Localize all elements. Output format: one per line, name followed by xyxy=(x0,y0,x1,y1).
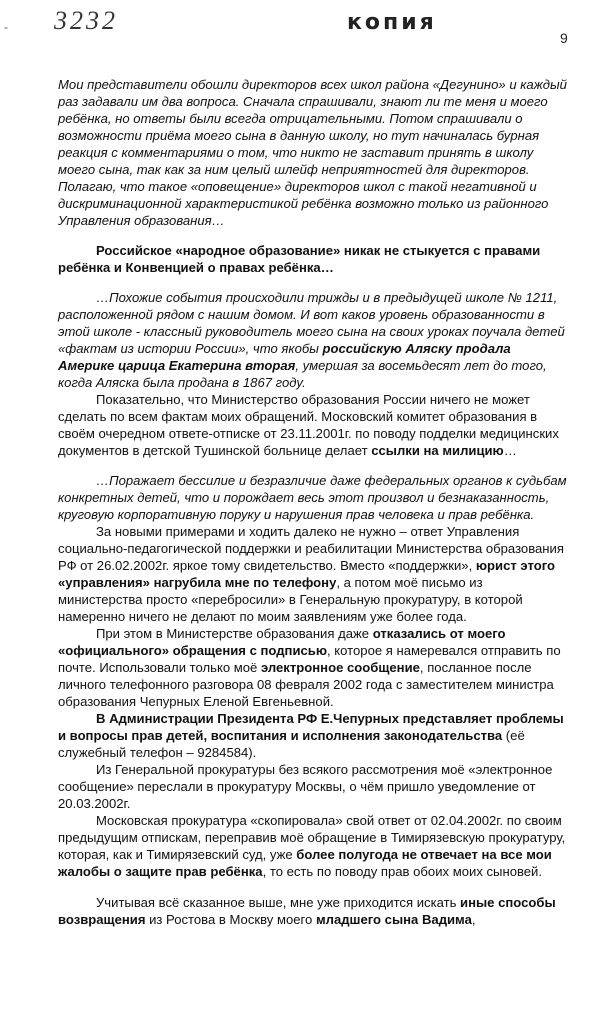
text-run: , посланное после личного телефонного разговора 08 февраля 2002 года с заместителем министра образования Чепурных Еленой Евгеньевной. xyxy=(58,660,554,709)
paragraph xyxy=(58,289,570,391)
text-run: Мои представители обошли директоров всех школ района «Дегунино» и каждый раз задавали им два вопроса. Сначала спрашивали, знают ли те меня и моего ребёнка, но ответы были всегда отрицательными. Потом спрашивали о возможности приёма моего сына в данную школу, но тут начиналась бурная реакция с комментариями о том, что никто не заставит принять в школу моего сына, так как за ним целый шлейф неприятностей для директоров. Полагаю, что такое «оповещение» директоров школ с такой негативной и дискриминационной характеристикой ребёнка возможно только из районного Управления образования… xyxy=(58,77,567,228)
bold-text-run: российскую Аляску продала Америке царица Екатерина вторая xyxy=(58,341,511,373)
text-run: Московская прокуратура «скопировала» свой ответ от 02.04.2002г. по своим предыдущим отпискам, переправив моё обращение в Тимирязевскую прокуратуру, которая, как и Тимирязевский суд, уже xyxy=(58,813,566,862)
text-run: Российское «народное образование» никак не стыкуется с правами ребёнка и Конвенцией о правах ребёнка… xyxy=(58,243,541,275)
text-run: …Поражает бессилие и безразличие даже федеральных органов к судьбам конкретных детей, что и порождает весь этот произвол и безнаказанность, круговую корпоративную поруку и нарушения прав человека и прав ребёнка. xyxy=(58,473,567,522)
paragraph xyxy=(58,391,570,459)
text-run: из Ростова в Москву моего xyxy=(145,912,316,927)
text-run: … xyxy=(503,443,517,458)
text-run: Показательно, что Министерство образования России ничего не может сделать по всем фактам моих обращений. Московский комитет образования в своём очередном ответе-отписке от 23.11.2001г. по поводу подделки медицинских документов в детской Тушинской больнице делает xyxy=(58,392,559,458)
text-run: Учитывая всё сказанное выше, мне уже приходится искать xyxy=(95,895,461,910)
paragraph xyxy=(58,812,570,880)
paragraph xyxy=(58,242,570,276)
bold-text-run: В Администрации Президента РФ Е.Чепурных представляет проблемы и вопросы прав детей, воспитания и исполнения законодательства xyxy=(58,711,564,743)
paragraph-gap xyxy=(58,229,570,242)
text-run: , умершая за восемьдесят лет до того, когда Аляска была продана в 1867 году. xyxy=(58,358,547,390)
paragraph xyxy=(58,523,570,625)
text-run: , xyxy=(471,912,476,927)
paragraph xyxy=(58,894,570,928)
text-run: Из Генеральной прокуратуры без всякого рассмотрения моё «электронное сообщение» переслали в прокуратуру Москвы, о чём пришло уведомление от 20.03.2002г. xyxy=(58,762,553,811)
text-run: , которое я намеревался отправить по почте. Использовали только моё xyxy=(58,643,561,675)
text-run: , а потом моё письмо из министерства просто «перебросили» в Генеральную прокуратуру, в которой намеренно ничего не делают по моим заявлениям уже более года. xyxy=(58,575,523,624)
bold-text-run: иные способы возвращения xyxy=(58,895,556,927)
paragraph xyxy=(58,761,570,812)
paragraph xyxy=(58,710,570,761)
paragraph-gap xyxy=(58,276,570,289)
text-run: (её служебный телефон – 9284584). xyxy=(58,728,525,760)
page-number: 9 xyxy=(560,30,568,46)
bold-text-run: младшего сына Вадима xyxy=(315,912,472,927)
paragraph-gap xyxy=(58,880,570,894)
paragraph-gap xyxy=(58,459,570,472)
paragraph xyxy=(58,76,570,229)
text-run: За новыми примерами и ходить далеко не нужно – ответ Управления социально-педагогической поддержки и реабилитации Министерства образования РФ от 26.02.2002г. яркое тому свидетельство. Вместо «поддержки», xyxy=(58,524,564,573)
text-run: , то есть по поводу прав обоих моих сыновей. xyxy=(262,864,543,879)
bold-text-run: юрист этого «управления» нагрубила мне по телефону xyxy=(58,558,555,590)
document-number-stamp: 3232 xyxy=(54,6,118,35)
copy-stamp: копия xyxy=(347,10,437,35)
paragraph xyxy=(58,472,570,523)
bold-text-run: электронное сообщение xyxy=(260,660,420,675)
bold-text-run: более полугода не отвечает на все мои жалобы о защите прав ребёнка xyxy=(58,847,552,879)
document-body xyxy=(58,76,570,928)
text-run: …Похожие события происходили трижды и в предыдущей школе № 1211, расположенной рядом с нашим домом. И вот каков уровень образованности в этой школе - классный руководитель моего сына на своих уроках поучала детей «фактам из истории России», что якобы xyxy=(58,290,565,356)
bold-text-run: ссылки на милицию xyxy=(371,443,504,458)
bold-text-run: отказались от моего «официального» обращения с подписью xyxy=(58,626,506,658)
paragraph xyxy=(58,625,570,710)
text-run: При этом в Министерстве образования даже xyxy=(95,626,373,641)
margin-dash: - xyxy=(4,20,8,34)
